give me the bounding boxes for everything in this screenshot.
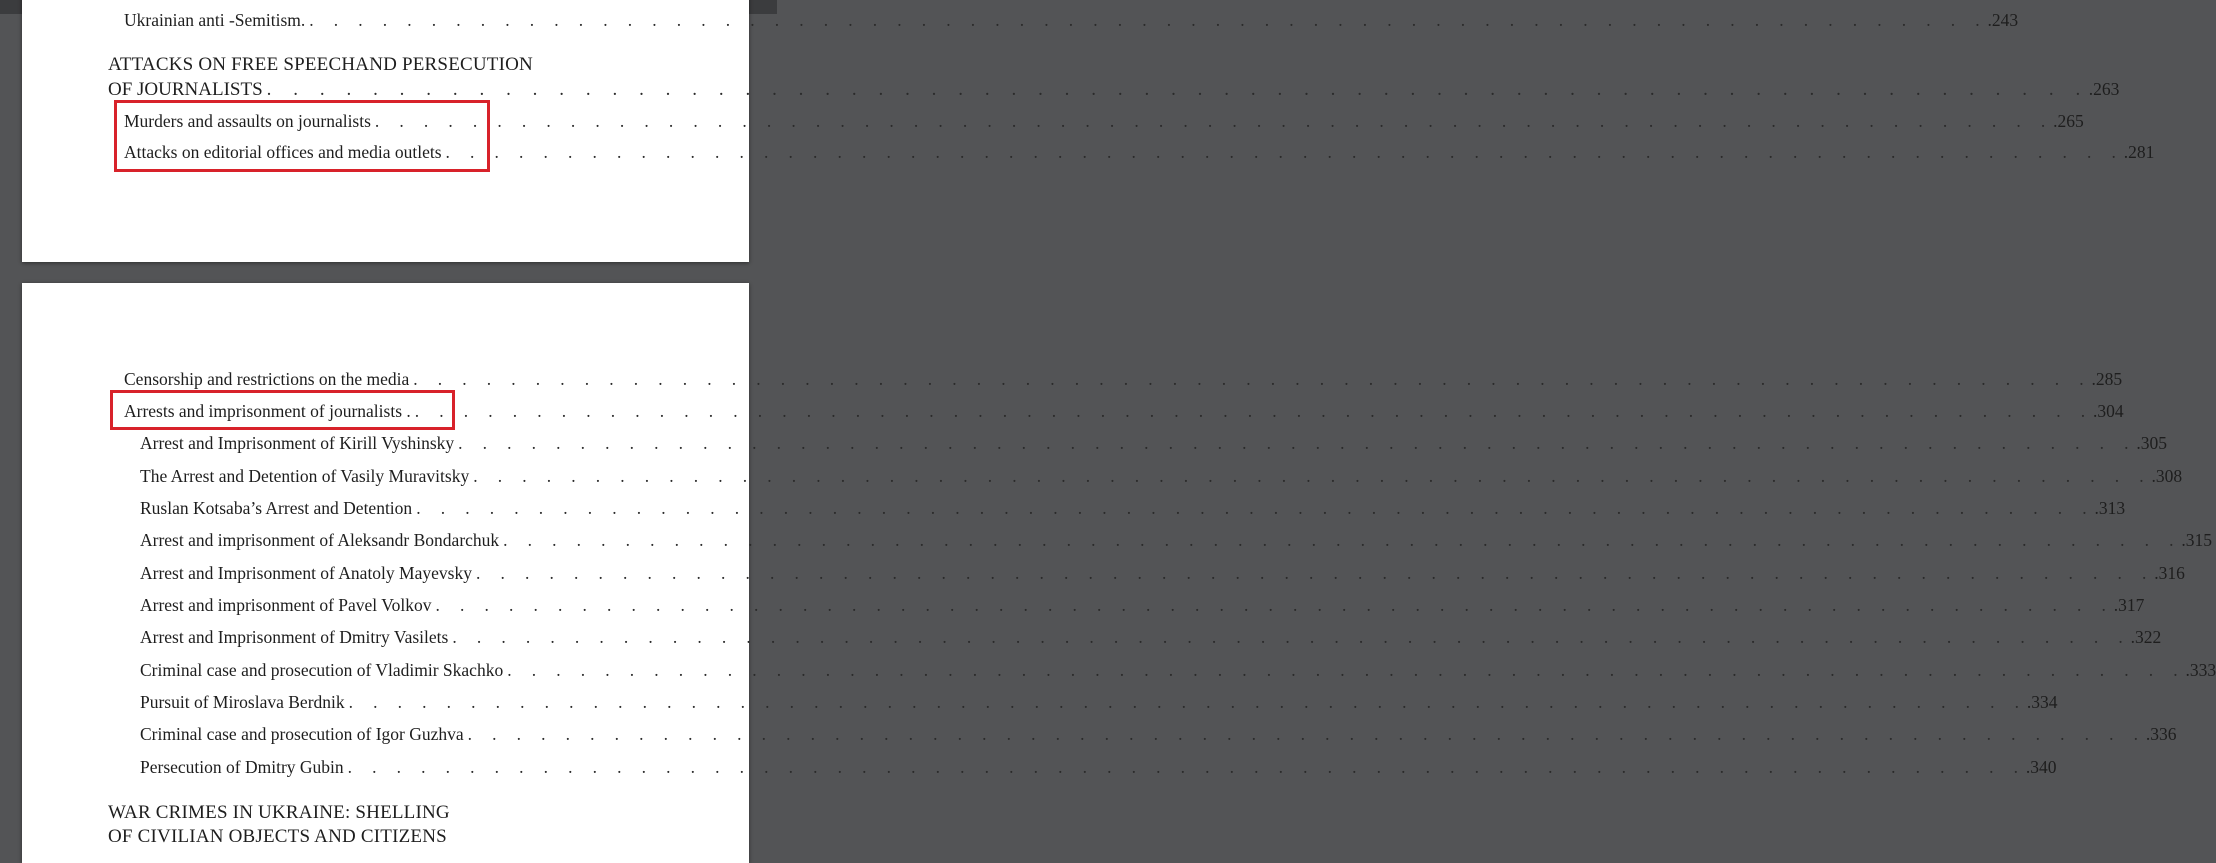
toc-entry-page: .340 — [2025, 757, 2057, 777]
toc-leader-dots: . . . . . . . . . . . . . . . . . . . . . . . . . . . . . . . . . . . . . . . . . . . . . . . . . . . . . . . . . . . . . . . . . . . . . — [458, 433, 2137, 453]
toc-subentry[interactable] — [140, 690, 2058, 714]
toc-leader-dots: . . . . . . . . . . . . . . . . . . . . . . . . . . . . . . . . . . . . . . . . . . . . . . . . . . . . . . . . . . . . . . . . . . . . . — [452, 627, 2131, 647]
toc-entry[interactable] — [124, 140, 2155, 164]
toc-leader-dots: . . . . . . . . . . . . . . . . . . . . . . . . . . . . . . . . . . . . . . . . . . . . . . . . . . . . . . . . . . . . . . . . . . . . . — [435, 595, 2114, 615]
section-heading-line2[interactable]: OF CIVILIAN OBJECTS AND CITIZENS — [108, 826, 447, 847]
toc-entry[interactable] — [124, 109, 2084, 133]
toc-subentry[interactable] — [140, 593, 2145, 617]
toc-entry-page: .305 — [2136, 433, 2168, 453]
toc-subentry[interactable] — [140, 464, 2183, 488]
toc-entry[interactable] — [124, 367, 2123, 391]
toc-entry-title: Pursuit of Miroslava Berdnik — [140, 692, 345, 712]
toc-leader-dots: . . . . . . . . . . . . . . . . . . . . . . . . . . . . . . . . . . . . . . . . . . . . . . . . . . . . . . . . . . . . . . . . . . . . . — [413, 369, 2092, 389]
toc-leader-dots: . . . . . . . . . . . . . . . . . . . . . . . . . . . . . . . . . . . . . . . . . . . . . . . . . . . . . . . . . . . . . . . . . . . . . — [507, 660, 2186, 680]
toc-subentry[interactable] — [140, 658, 2216, 682]
toc-entry-page: .322 — [2130, 627, 2162, 647]
toc-entry-page: .285 — [2091, 369, 2123, 389]
toc-entry-title: Attacks on editorial offices and media outlets — [124, 142, 442, 162]
toc-leader-dots: . . . . . . . . . . . . . . . . . . . . . . . . . . . . . . . . . . . . . . . . . . . . . . . . . . . . . . . . . . . . . . . . . . . . . — [266, 79, 2089, 100]
toc-subentry[interactable] — [140, 528, 2213, 552]
toc-entry-title: Arrest and imprisonment of Pavel Volkov — [140, 595, 432, 615]
toc-entry-page: .281 — [2123, 142, 2155, 162]
section-heading-page: .263 — [2088, 79, 2120, 99]
toc-entry-title: Ruslan Kotsaba’s Arrest and Detention — [140, 498, 413, 518]
toc-leader-dots: . . . . . . . . . . . . . . . . . . . . . . . . . . . . . . . . . . . . . . . . . . . . . . . . . . . . . . . . . . . . . . . . . . . . . — [348, 692, 2027, 712]
toc-leader-dots: . . . . . . . . . . . . . . . . . . . . . . . . . . . . . . . . . . . . . . . . . . . . . . . . . . . . . . . . . . . . . . . . . . . . . — [416, 498, 2095, 518]
toc-entry-title: Arrest and imprisonment of Aleksandr Bondarchuk — [140, 530, 500, 550]
toc-entry-title: Arrests and imprisonment of journalists . — [124, 401, 411, 421]
toc-leader-dots: . . . . . . . . . . . . . . . . . . . . . . . . . . . . . . . . . . . . . . . . . . . . . . . . . . . . . . . . . . . . . . . . . . . . . — [503, 530, 2182, 550]
toc-entry-title: Criminal case and prosecution of Igor Guzhva — [140, 724, 464, 744]
toc-entry-title: Criminal case and prosecution of Vladimir Skachko — [140, 660, 504, 680]
document-page-2 — [22, 283, 2216, 863]
toc-leader-dots: . . . . . . . . . . . . . . . . . . . . . . . . . . . . . . . . . . . . . . . . . . . . . . . . . . . . . . . . . . . . . . . . . . . . . — [414, 401, 2094, 421]
toc-leader-dots: . . . . . . . . . . . . . . . . . . . . . . . . . . . . . . . . . . . . . . . . . . . . . . . . . . . . . . . . . . . . . . . . . . . . . — [475, 563, 2155, 583]
toc-entry-title: Arrest and Imprisonment of Anatoly Mayevsky — [140, 563, 472, 583]
toc-entry-page: .243 — [1987, 10, 2019, 30]
toc-entry-title: Ukrainian anti -Semitism. — [124, 10, 306, 30]
toc-entry-page: .315 — [2181, 530, 2213, 550]
toc-entry-title: Arrest and Imprisonment of Dmitry Vasilets — [140, 627, 449, 647]
toc-entry-page: .316 — [2154, 563, 2185, 583]
toc-entry-page: .313 — [2094, 498, 2126, 518]
toc-entry-page: .308 — [2151, 466, 2183, 486]
toc-entry-title: The Arrest and Detention of Vasily Muravitsky — [140, 466, 470, 486]
toc-leader-dots: . . . . . . . . . . . . . . . . . . . . . . . . . . . . . . . . . . . . . . . . . . . . . . . . . . . . . . . . . . . . . . . . . . . . . — [473, 466, 2152, 486]
toc-entry-page: .304 — [2093, 401, 2124, 421]
toc-entry-title: Persecution of Dmitry Gubin — [140, 757, 344, 777]
document-page-1 — [22, 0, 2155, 262]
section-heading[interactable]: ATTACKS ON FREE SPEECHAND PERSECUTION — [108, 54, 533, 75]
toc-entry-page: .336 — [2145, 724, 2177, 744]
toc-leader-dots: . . . . . . . . . . . . . . . . . . . . . . . . . . . . . . . . . . . . . . . . . . . . . . . . . . . . . . . . . . . . . . . . . . . . . — [467, 724, 2146, 744]
toc-entry-page: .317 — [2113, 595, 2145, 615]
toc-entry[interactable] — [124, 8, 2019, 32]
toc-entry-title: Murders and assaults on journalists — [124, 111, 371, 131]
toc-entry-title: Censorship and restrictions on the media — [124, 369, 410, 389]
toc-leader-dots: . . . . . . . . . . . . . . . . . . . . . . . . . . . . . . . . . . . . . . . . . . . . . . . . . . . . . . . . . . . . . . . . . . . . . — [374, 111, 2054, 131]
toc-entry[interactable] — [124, 399, 2124, 423]
toc-entry-page: .333 — [2185, 660, 2216, 680]
toc-subentry[interactable] — [140, 722, 2177, 746]
toc-entry-title: Arrest and Imprisonment of Kirill Vyshinsky — [140, 433, 455, 453]
toc-leader-dots: . . . . . . . . . . . . . . . . . . . . . . . . . . . . . . . . . . . . . . . . . . . . . . . . . . . . . . . . . . . . . . . . . . . . . — [309, 10, 1988, 30]
toc-subentry[interactable] — [140, 431, 2168, 455]
toc-entry-page: .265 — [2053, 111, 2084, 131]
section-heading-line2[interactable] — [108, 77, 2120, 102]
toc-entry-page: .334 — [2026, 692, 2058, 712]
toc-subentry[interactable] — [140, 496, 2126, 520]
toc-subentry[interactable] — [140, 755, 2057, 779]
toc-subentry[interactable] — [140, 625, 2162, 649]
toc-leader-dots: . . . . . . . . . . . . . . . . . . . . . . . . . . . . . . . . . . . . . . . . . . . . . . . . . . . . . . . . . . . . . . . . . . . . . — [347, 757, 2026, 777]
toc-subentry[interactable] — [140, 561, 2185, 585]
section-heading[interactable]: WAR CRIMES IN UKRAINE: SHELLING — [108, 802, 450, 823]
section-heading-title: OF JOURNALISTS — [108, 79, 263, 100]
toc-leader-dots: . . . . . . . . . . . . . . . . . . . . . . . . . . . . . . . . . . . . . . . . . . . . . . . . . . . . . . . . . . . . . . . . . . . . . — [445, 142, 2124, 162]
